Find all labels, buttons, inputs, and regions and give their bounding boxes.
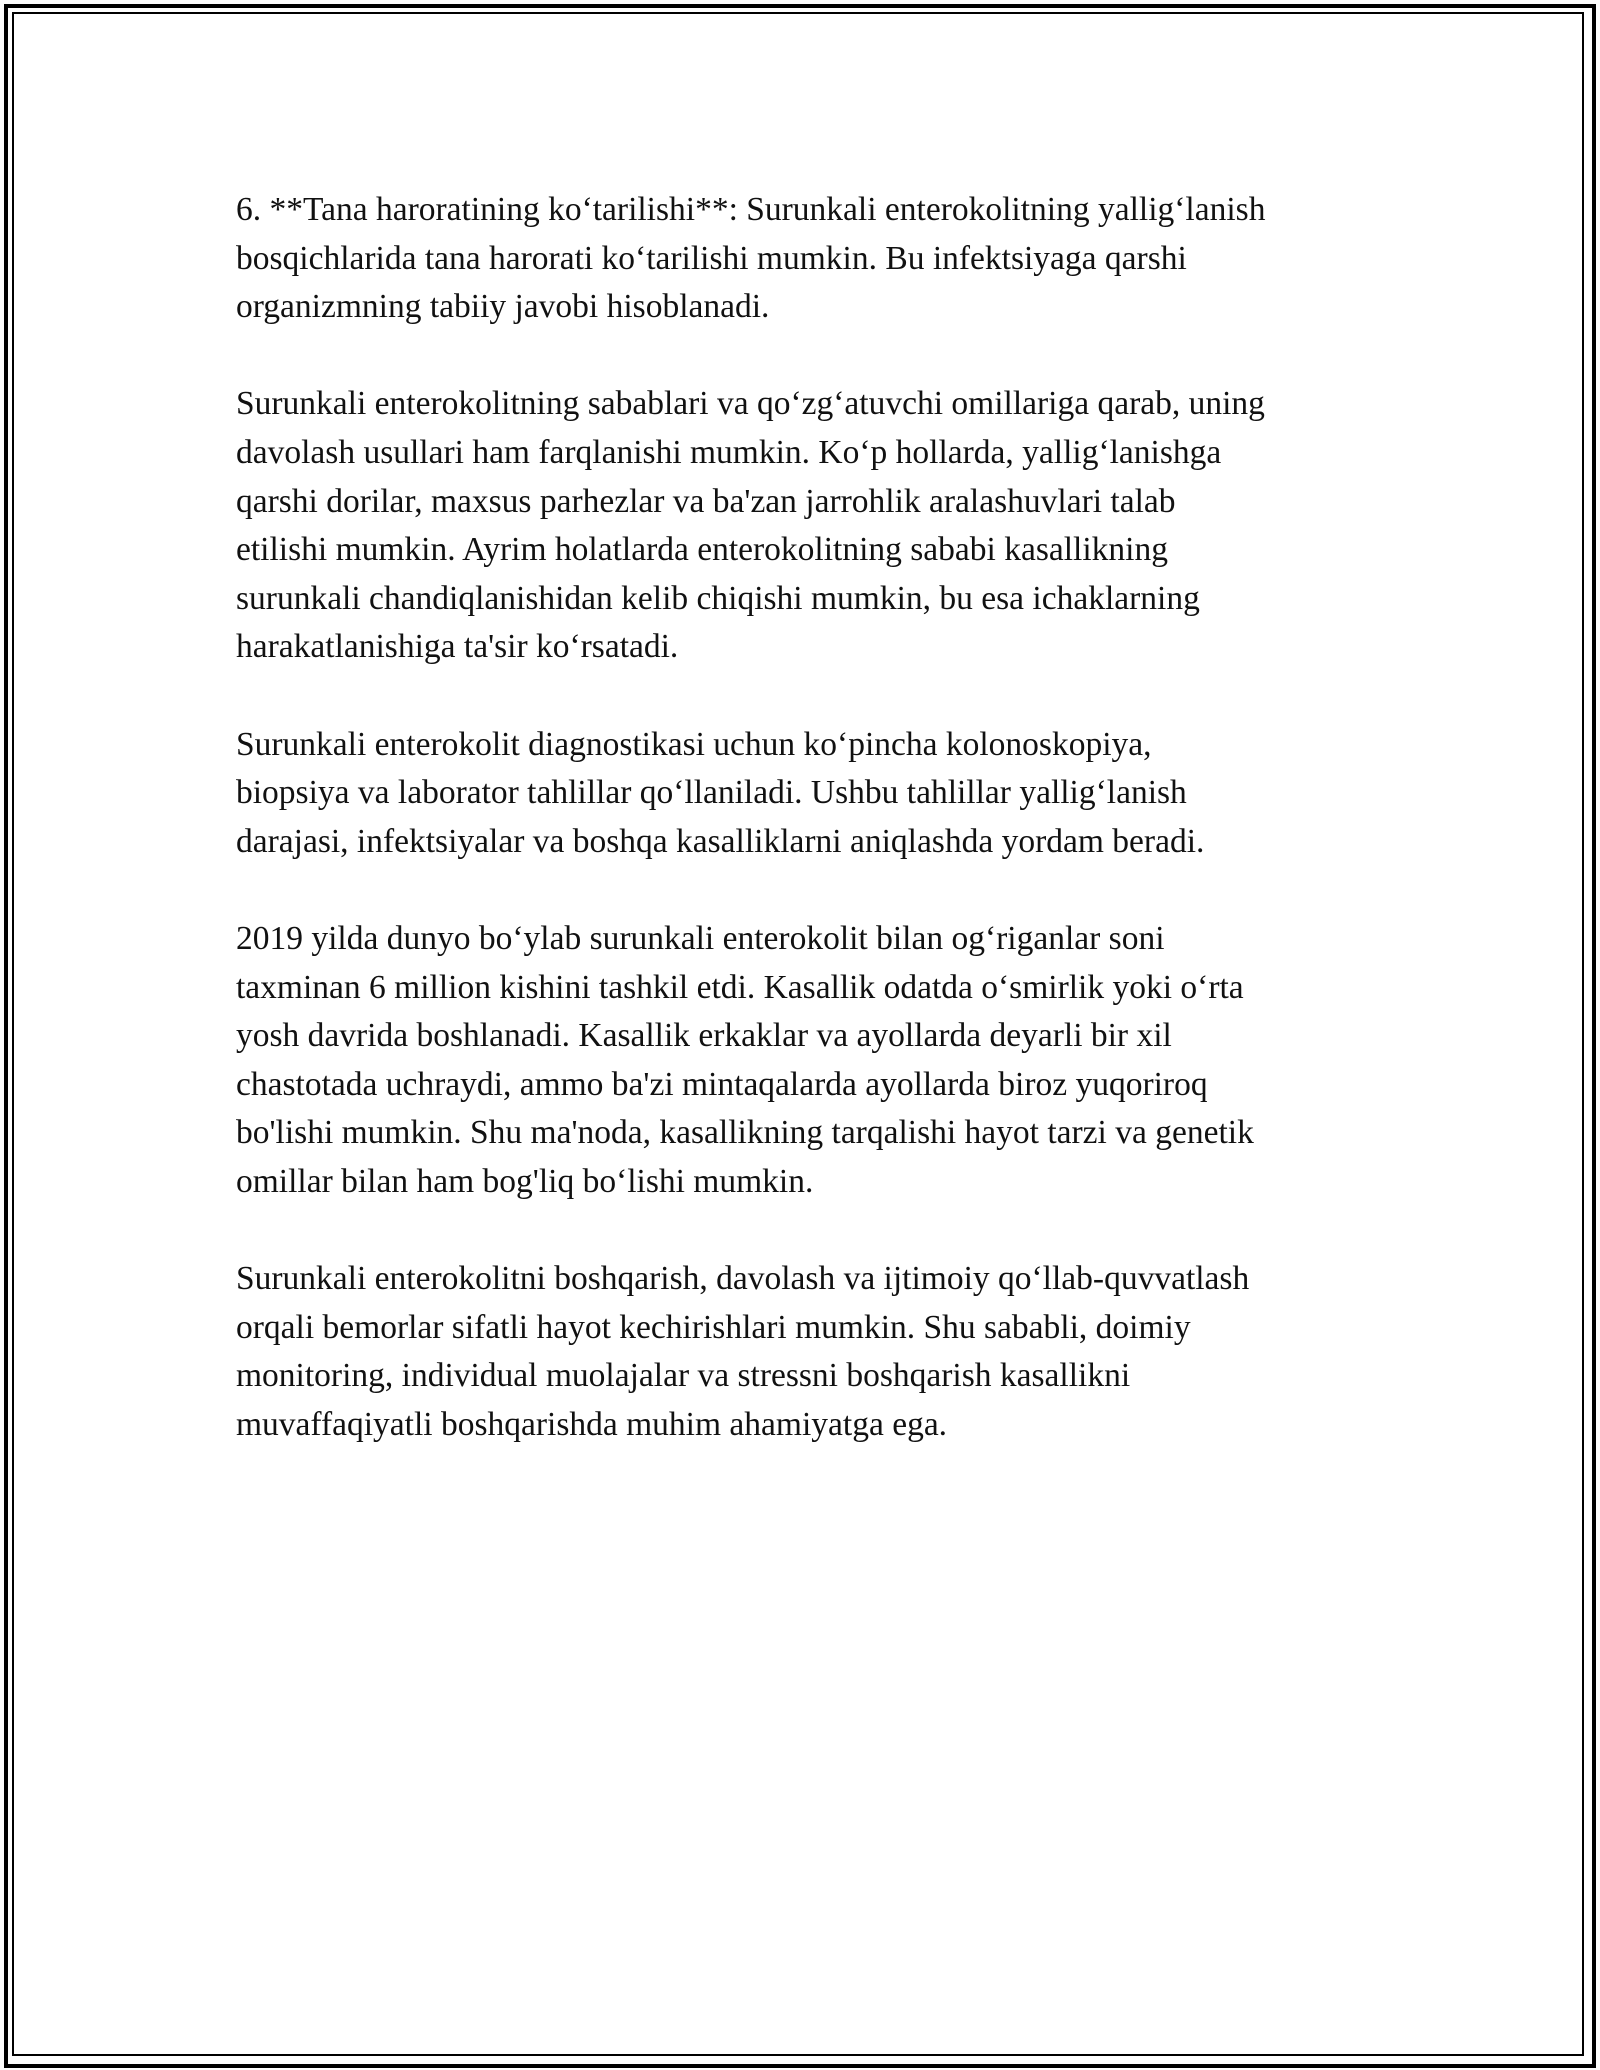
text-line: 6. **Tana haroratining ko‘tarilishi**: Surunkali enterokolitning yallig‘lanish [236, 191, 1266, 228]
text-line: darajasi, infektsiyalar va boshqa kasalliklarni aniqlashda yordam beradi. [236, 822, 1205, 860]
text-line: surunkali chandiqlanishidan kelib chiqishi mumkin, bu esa ichaklarning [236, 579, 1200, 617]
text-line: taxminan 6 million kishini tashkil etdi. Kasallik odatda o‘smirlik yoki o‘rta [236, 968, 1244, 1006]
text-line: yosh davrida boshlanadi. Kasallik erkaklar va ayollarda deyarli bir xil [236, 1017, 1172, 1055]
text-line: bo'lishi mumkin. Shu ma'noda, kasallikning tarqalishi hayot tarzi va genetik [236, 1114, 1254, 1152]
paragraph-body-temperature [236, 186, 1376, 332]
text-line: omillar bilan ham bog'liq bo‘lishi mumkin. [236, 1162, 814, 1200]
text-line: orqali bemorlar sifatli hayot kechirishlari mumkin. Shu sababli, doimiy [236, 1308, 1191, 1346]
paragraph-diagnostics [236, 721, 1376, 867]
paragraph-treatment [236, 380, 1376, 672]
text-line: bosqichlarida tana harorati ko‘tarilishi mumkin. Bu infektsiyaga qarshi [236, 239, 1187, 277]
document-body [236, 186, 1376, 1498]
text-line: Surunkali enterokolit diagnostikasi uchun ko‘pincha kolonoskopiya, [236, 725, 1152, 763]
text-line: Surunkali enterokolitni boshqarish, davolash va ijtimoiy qo‘llab-quvvatlash [236, 1260, 1250, 1298]
text-line: biopsiya va laborator tahlillar qo‘llaniladi. Ushbu tahlillar yallig‘lanish [236, 774, 1187, 812]
text-line: Surunkali enterokolitning sabablari va qo‘zg‘atuvchi omillariga qarab, uning [236, 385, 1265, 423]
text-line: qarshi dorilar, maxsus parhezlar va ba'zan jarrohlik aralashuvlari talab [236, 482, 1176, 520]
text-line: monitoring, individual muolajalar va stressni boshqarish kasallikni [236, 1357, 1131, 1395]
text-line: chastotada uchraydi, ammo ba'zi mintaqalarda ayollarda biroz yuqoriroq [236, 1065, 1208, 1103]
text-line: harakatlanishiga ta'sir ko‘rsatadi. [236, 628, 679, 666]
paragraph-management [236, 1255, 1376, 1449]
paragraph-epidemiology [236, 915, 1376, 1207]
text-line: muvaffaqiyatli boshqarishda muhim ahamiyatga ega. [236, 1405, 948, 1443]
text-line: davolash usullari ham farqlanishi mumkin. Ko‘p hollarda, yallig‘lanishga [236, 433, 1222, 471]
text-line: organizmning tabiiy javobi hisoblanadi. [236, 288, 770, 326]
text-line: etilishi mumkin. Ayrim holatlarda enterokolitning sababi kasallikning [236, 531, 1168, 569]
text-line: 2019 yilda dunyo bo‘ylab surunkali enterokolit bilan og‘riganlar soni [236, 919, 1165, 957]
